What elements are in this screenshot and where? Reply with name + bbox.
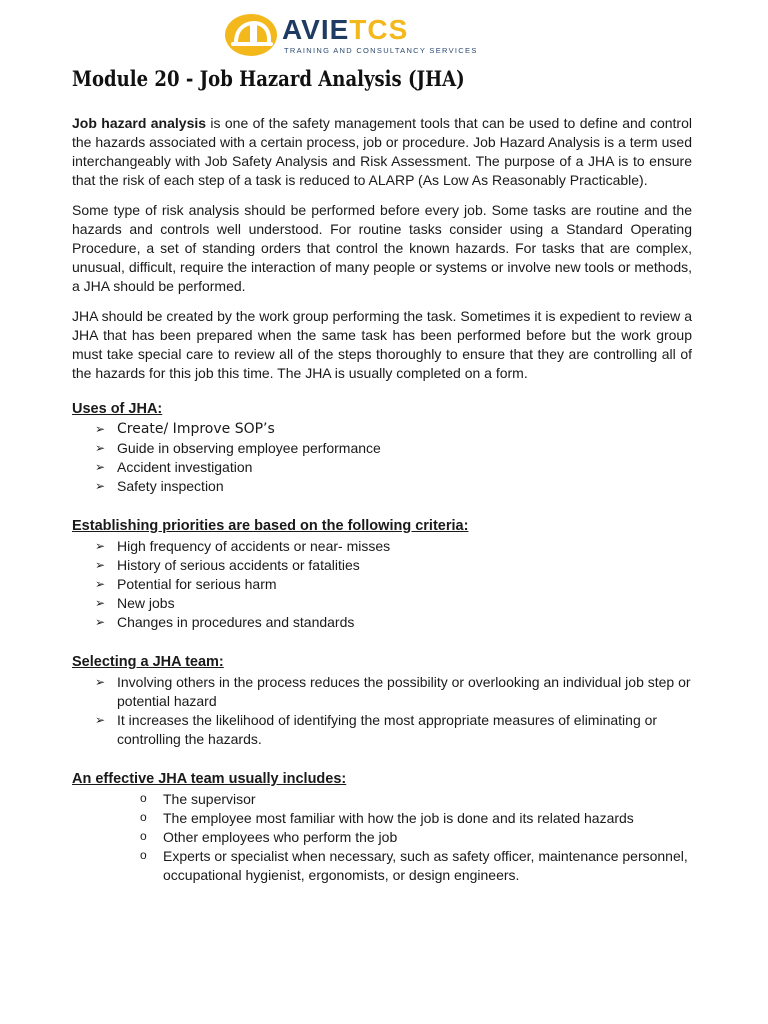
priorities-heading: Establishing priorities are based on the following criteria: [72, 518, 469, 534]
list-item: ➢ Potential for serious harm [72, 575, 692, 594]
document-body [72, 64, 692, 885]
includes-heading: An effective JHA team usually includes: [72, 771, 347, 787]
list-item: ➢ Create/ Improve SOP’s [72, 420, 692, 439]
list-item: o Experts or specialist when necessary, such as safety officer, maintenance personnel, occupational hygienist, ergonomists, or design engineers. [72, 847, 692, 885]
list-item: o The supervisor [72, 790, 692, 809]
includes-list [72, 790, 692, 885]
list-item: o The employee most familiar with how the job is done and its related hazards [72, 809, 692, 828]
company-logo [224, 12, 478, 58]
team-list [72, 673, 692, 749]
list-item: ➢ High frequency of accidents or near- misses [72, 537, 692, 556]
list-item: ➢ New jobs [72, 594, 692, 613]
list-item: ➢ Guide in observing employee performance [72, 439, 692, 458]
page-title: Module 20 - Job Hazard Analysis (JHA) [72, 66, 465, 91]
intro-text: is one of the safety management tools that can be used to define and control the hazards associated with a certain process, job or procedure. Job Hazard Analysis is a term used interchangeably with Job Safety Analysis and Risk Assessment. The purpose of a JHA is to ensure that the risk of each step of a task is reduced to ALARP (As Low As Reasonably Practicable). [72, 115, 692, 188]
list-item: o Other employees who perform the job [72, 828, 692, 847]
uses-list [72, 420, 692, 496]
risk-analysis-paragraph: Some type of risk analysis should be performed before every job. Some tasks are routine and the hazards and controls well understood. For routine tasks consider using a Standard Operating Procedure, a set of standing orders that control the known hazards. For tasks that are complex, unusual, difficult, require the interaction of many people or systems or involve new tools or methods, a JHA should be performed. [72, 202, 692, 294]
list-item: ➢ History of serious accidents or fatalities [72, 556, 692, 575]
list-item: ➢ Changes in procedures and standards [72, 613, 692, 632]
list-item: ➢ Safety inspection [72, 477, 692, 496]
work-group-paragraph: JHA should be created by the work group performing the task. Sometimes it is expedient to review a JHA that has been prepared when the same task has been performed before but the work group must take special care to review all of the steps thoroughly to ensure that they are controlling all of the hazards for this job this time. The JHA is usually completed on a form. [72, 308, 692, 381]
list-item: ➢ Accident investigation [72, 458, 692, 477]
intro-paragraph [72, 114, 692, 190]
uses-heading: Uses of JHA: [72, 401, 163, 417]
priorities-list [72, 537, 692, 632]
list-item: ➢ It increases the likelihood of identifying the most appropriate measures of eliminating or controlling the hazards. [72, 711, 692, 749]
list-item: ➢ Involving others in the process reduces the possibility or overlooking an individual job step or potential hazard [72, 673, 692, 711]
logo-tagline: TRAINING AND CONSULTANCY SERVICES [284, 46, 478, 55]
hard-hat-logo-icon [224, 12, 280, 58]
team-heading: Selecting a JHA team: [72, 654, 224, 670]
logo-wordmark: AVIETCS [282, 14, 409, 45]
intro-lead: Job hazard analysis [72, 115, 207, 131]
